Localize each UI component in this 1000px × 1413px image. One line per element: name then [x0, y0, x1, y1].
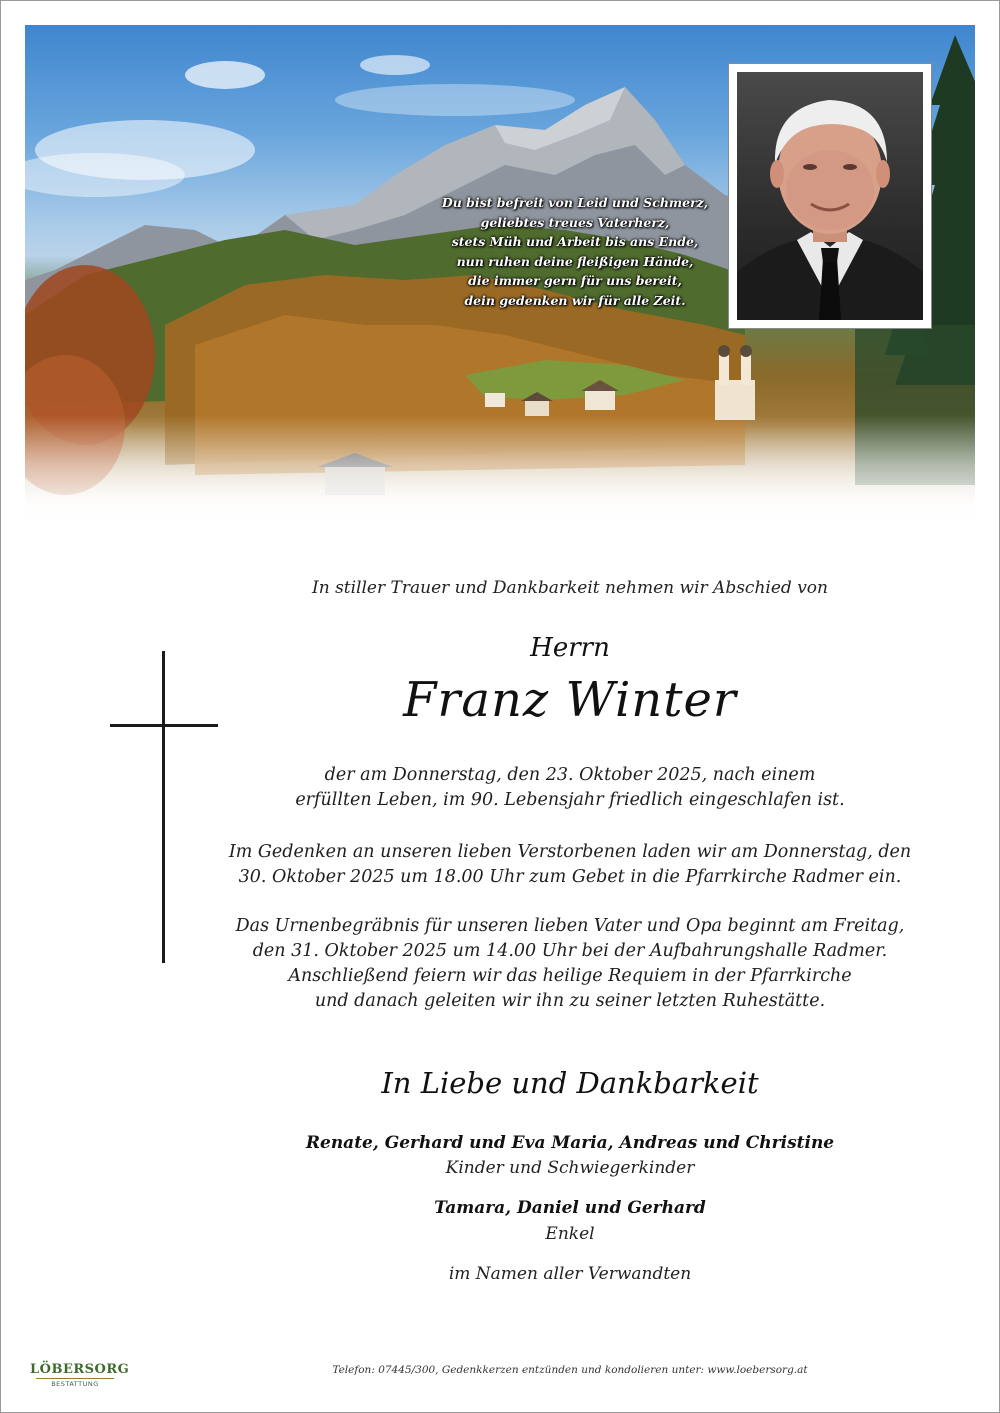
mourner-role: Enkel	[545, 1224, 595, 1244]
salutation: Herrn	[530, 633, 610, 663]
logo-wordmark: LÖBERSORG	[30, 1362, 130, 1377]
mourner-role: Kinder und Schwiegerkinder	[445, 1158, 695, 1178]
contact-footer: Telefon: 07445/300, Gedenkkerzen entzünden und kondolieren unter: www.loebersorg.at	[332, 1364, 808, 1376]
logo-subtitle: BESTATTUNG	[51, 1380, 99, 1388]
memorial-poem	[385, 193, 765, 310]
logo-divider	[36, 1378, 114, 1379]
funeral-details-paragraph	[200, 914, 940, 1014]
hero-fade	[25, 415, 975, 525]
mourner-names: Renate, Gerhard und Eva Maria, Andreas und Christine	[305, 1133, 835, 1153]
mourner-names: Tamara, Daniel und Gerhard	[434, 1198, 706, 1218]
deceased-name: Franz Winter	[403, 672, 737, 728]
paragraph-line: der am Donnerstag, den 23. Oktober 2025, nach einem	[324, 765, 816, 785]
poem-line: Du bist befreit von Leid und Schmerz,	[441, 195, 709, 210]
portrait-photo	[737, 72, 923, 320]
death-announcement-paragraph	[200, 763, 940, 813]
paragraph-line: 30. Oktober 2025 um 18.00 Uhr zum Gebet in die Pfarrkirche Radmer ein.	[238, 867, 902, 887]
intro-line: In stiller Trauer und Dankbarkeit nehmen wir Abschied von	[312, 578, 828, 598]
paragraph-line: den 31. Oktober 2025 um 14.00 Uhr bei der Aufbahrungshalle Radmer.	[252, 941, 888, 961]
closing-line: im Namen aller Verwandten	[448, 1264, 692, 1284]
cross-vertical-bar	[162, 651, 165, 963]
funeral-home-logo	[30, 1362, 130, 1388]
poem-line: die immer gern für uns bereit,	[468, 273, 682, 288]
paragraph-line: Im Gedenken an unseren lieben Verstorbenen laden wir am Donnerstag, den	[228, 842, 912, 862]
portrait-illustration	[737, 72, 923, 320]
paragraph-line: erfüllten Leben, im 90. Lebensjahr friedlich eingeschlafen ist.	[295, 790, 845, 810]
poem-line: dein gedenken wir für alle Zeit.	[464, 292, 686, 308]
poem-line: geliebtes treues Vaterherz,	[480, 214, 670, 230]
portrait-photo-frame	[728, 63, 932, 329]
paragraph-line: Anschließend feiern wir das heilige Requiem in der Pfarrkirche	[288, 966, 852, 986]
prayer-invitation-paragraph	[200, 840, 940, 890]
mourners-heading: In Liebe und Dankbarkeit	[381, 1066, 759, 1100]
poem-line: nun ruhen deine fleißigen Hände,	[456, 253, 694, 269]
paragraph-line: Das Urnenbegräbnis für unseren lieben Vater und Opa beginnt am Freitag,	[235, 916, 905, 936]
poem-line: stets Müh und Arbeit bis ans Ende,	[451, 234, 699, 249]
paragraph-line: und danach geleiten wir ihn zu seiner letzten Ruhestätte.	[314, 991, 826, 1011]
